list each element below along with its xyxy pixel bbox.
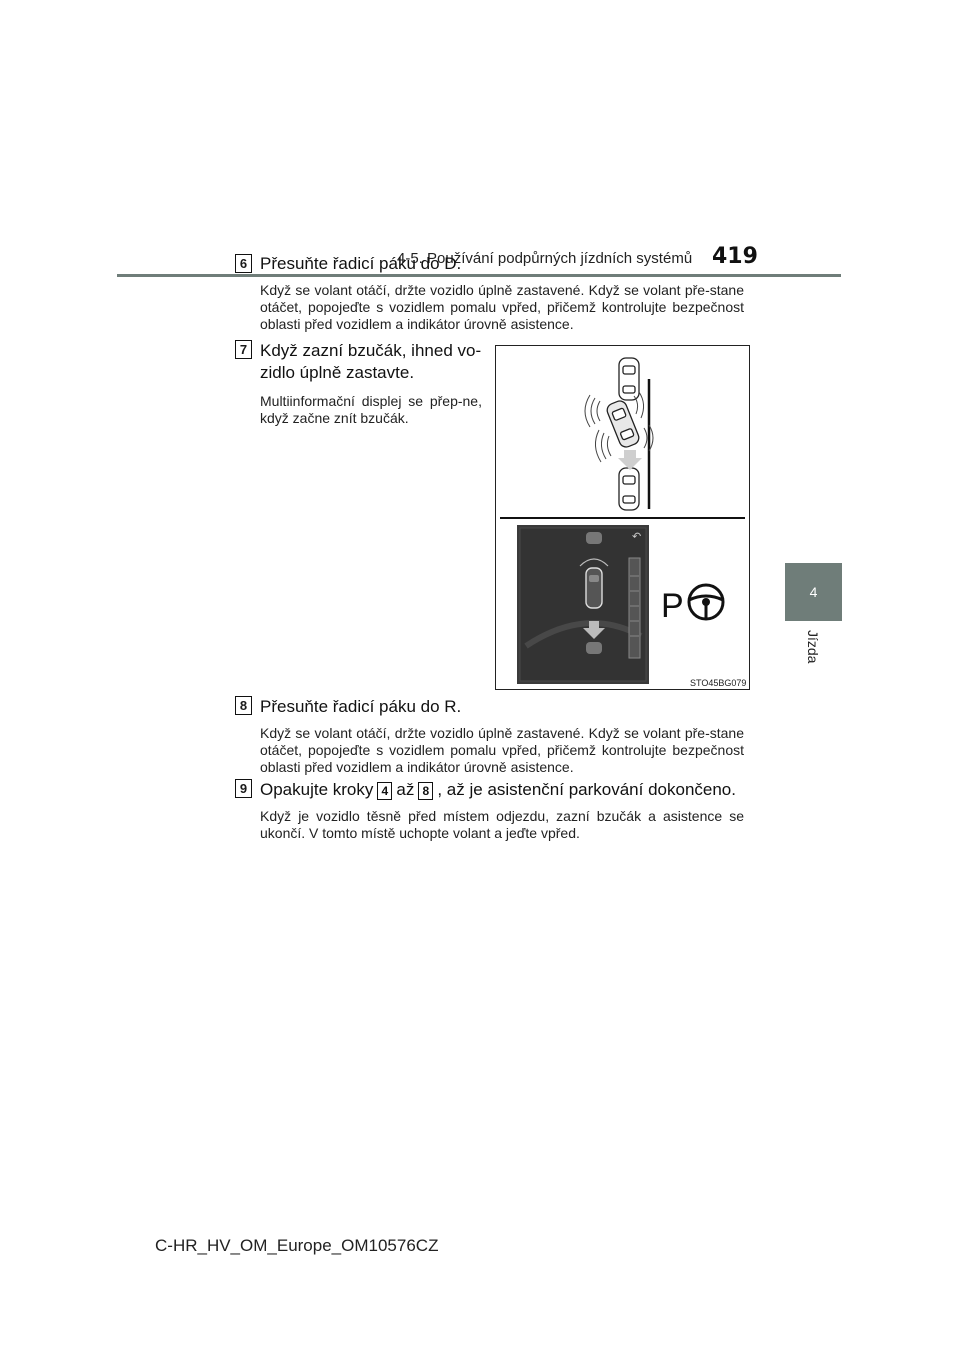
back-icon: ↶ xyxy=(632,530,642,543)
step-7-body: Multiinformační displej se přep-ne, když začne znít bzučák. xyxy=(260,393,482,426)
parked-car-rear xyxy=(619,468,639,510)
step-9-title-before: Opakujte kroky xyxy=(260,780,374,799)
document-code: C-HR_HV_OM_Europe_OM10576CZ xyxy=(155,1236,439,1255)
step-8-body: Když se volant otáčí, držte vozidlo úplně zastavené. Když se volant pře-stane otáčet, popojeďte s vozidlem pomalu vpřed, přičemž kontrolujte bezpečnost oblasti před vozidlem a indikátor úrovně asistence. xyxy=(260,725,744,775)
parked-car-front xyxy=(619,358,639,400)
step-number-6: 6 xyxy=(235,254,252,273)
step-7-title-line2: zidlo úplně zastavte. xyxy=(260,363,415,382)
step-9-title xyxy=(260,780,736,800)
steering-wheel-hub xyxy=(702,598,710,606)
step-7-title-line1: Když zazní bzučák, ihned vo- xyxy=(260,341,482,360)
parking-assist-figure xyxy=(495,345,750,690)
step-number-8: 8 xyxy=(235,696,252,715)
step-8-title: Přesuňte řadicí páku do R. xyxy=(260,697,462,716)
page-number: 419 xyxy=(712,244,758,269)
step-9-title-after: , až je asistenční parkování dokončeno. xyxy=(437,780,736,799)
display-car-front xyxy=(586,532,602,544)
step-6-title: Přesuňte řadicí páku do D. xyxy=(260,254,462,273)
step-number-9: 9 xyxy=(235,779,252,798)
display-own-car xyxy=(586,568,602,608)
step-9-title-mid: až xyxy=(396,780,415,799)
parking-p-letter: P xyxy=(661,587,684,625)
chapter-label xyxy=(803,630,823,670)
step-number-7: 7 xyxy=(235,340,252,359)
maneuvering-car xyxy=(605,399,641,449)
step-6-body: Když se volant otáčí, držte vozidlo úplně zastavené. Když se volant pře-stane otáčet, popojeďte s vozidlem pomalu vpřed, přičemž kontrolujte bezpečnost oblasti před vozidlem a indikátor úrovně asistence. xyxy=(260,282,744,332)
step-9-body: Když je vozidlo těsně před místem odjezdu, zazní bzučák a asistence se ukončí. V tomto místě uchopte volant a jeďte vpřed. xyxy=(260,808,744,841)
header-rule xyxy=(117,274,841,277)
parking-diagram xyxy=(496,346,749,689)
assist-level-bar xyxy=(629,558,640,658)
chapter-label-text: Jízda xyxy=(805,630,821,664)
figure-code: STO45BG079 xyxy=(690,678,747,688)
section-title: 4-5. Používání podpůrných jízdních systémů xyxy=(397,250,693,267)
step-ref-4: 4 xyxy=(377,782,392,800)
reverse-arrow-icon xyxy=(618,450,642,470)
chapter-tab: 4 xyxy=(785,563,842,621)
display-car-rear xyxy=(586,642,602,654)
step-ref-8: 8 xyxy=(418,782,433,800)
